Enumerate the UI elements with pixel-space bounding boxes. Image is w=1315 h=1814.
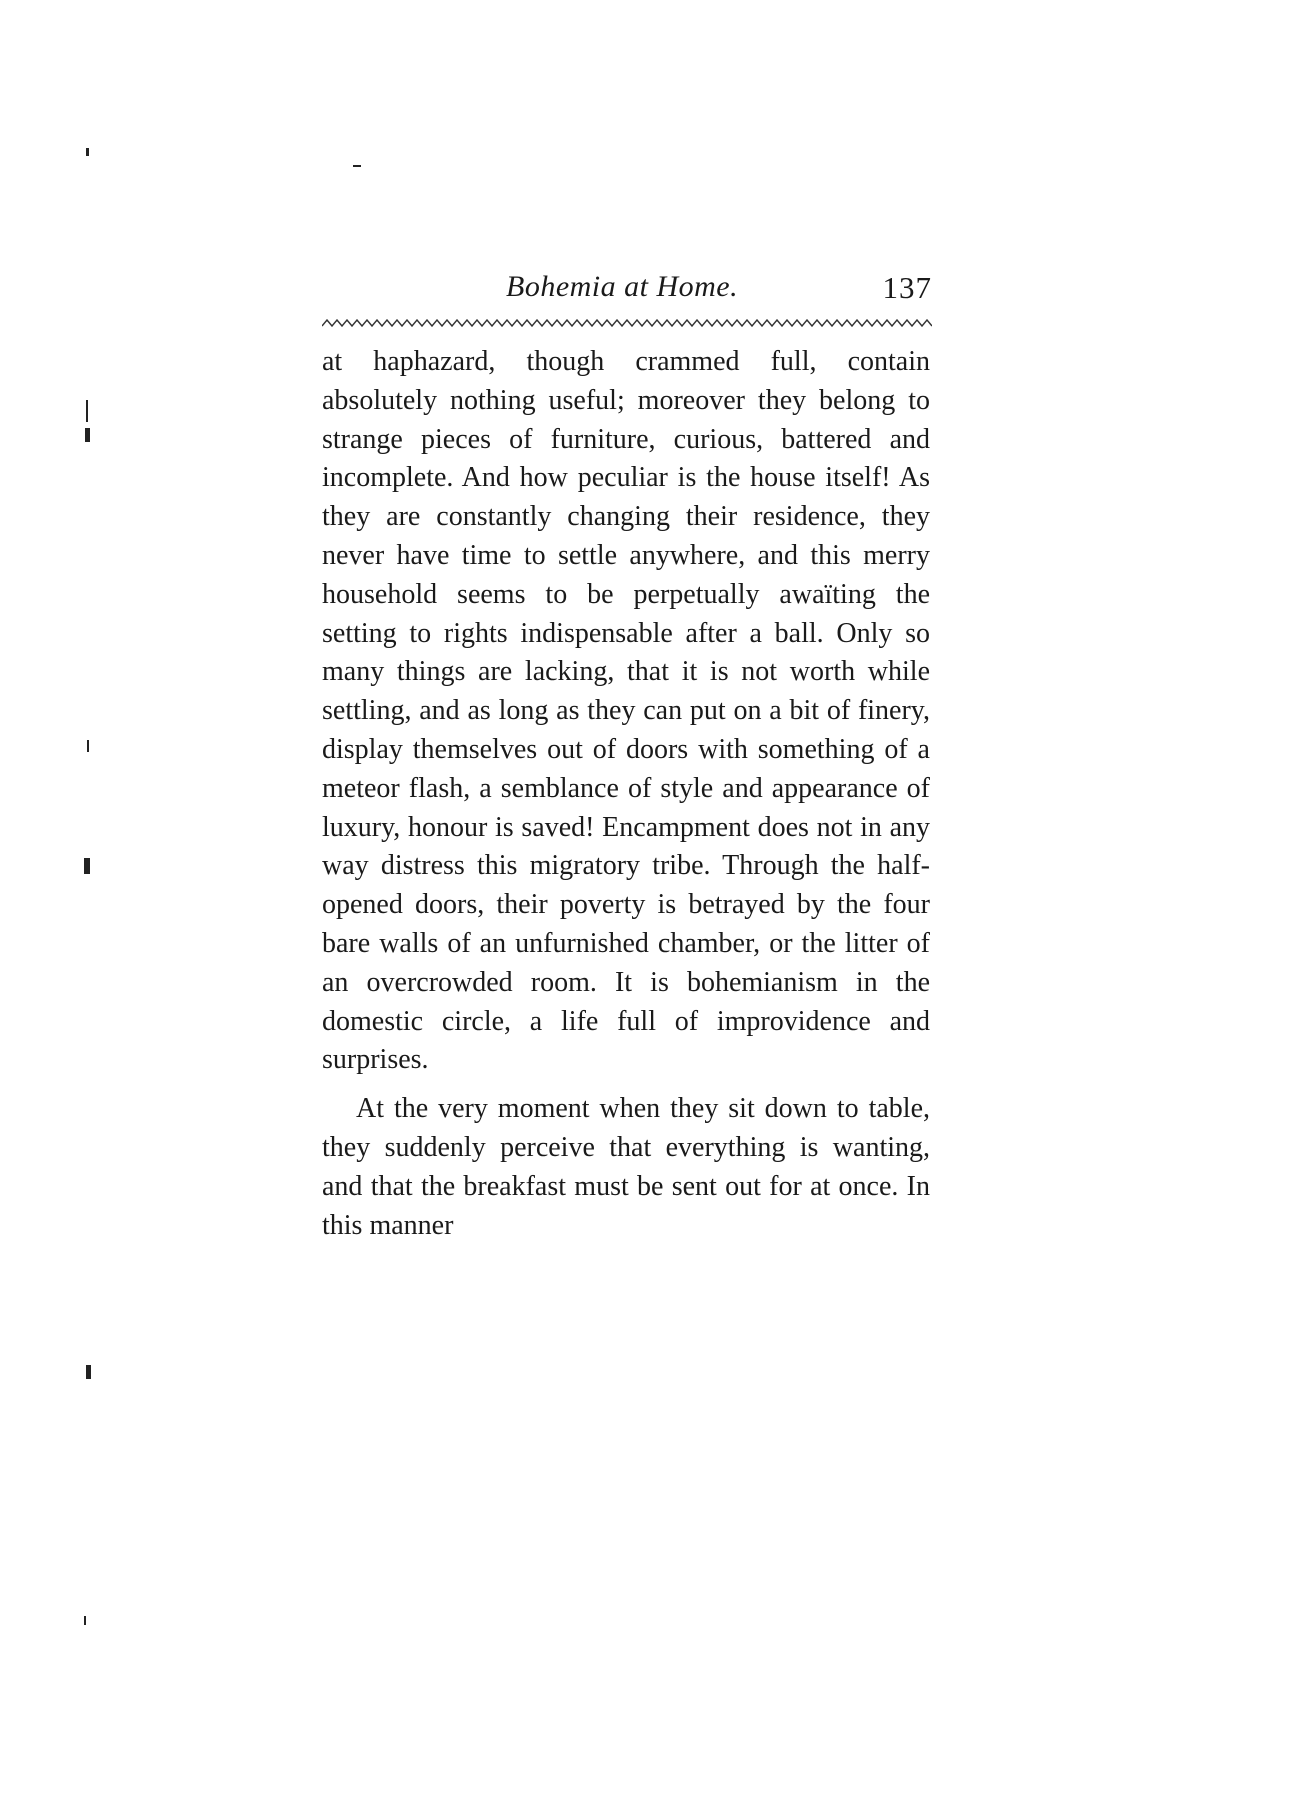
page-header	[322, 270, 932, 314]
paragraph: At the very moment when they sit down to table, they suddenly perceive that everything is wanting, and that the breakfast must be sent out for at once. In this manner	[322, 1093, 930, 1241]
scan-speck	[84, 858, 90, 874]
scan-speck	[87, 740, 89, 752]
scan-speck	[85, 428, 90, 442]
running-title: Bohemia at Home.	[506, 270, 739, 303]
scan-speck	[353, 165, 361, 167]
scan-speck	[86, 148, 89, 156]
paragraph: at haphazard, though crammed full, contain absolutely nothing useful; moreover they belong to strange pieces of furniture, curious, battered and incomplete. And how peculiar is the house itself! As they are constantly changing their residence, they never have time to settle anywhere, and this merry household seems to be perpetually awaïting the setting to rights indispensable after a ball. Only so many things are lacking, that it is not worth while settling, and as long as they can put on a bit of finery, display themselves out of doors with something of a meteor flash, a semblance of style and appearance of luxury, honour is saved! Encampment does not in any way distress this migratory tribe. Through the half-opened doors, their poverty is betrayed by the four bare walls of an unfurnished chamber, or the litter of an overcrowded room. It is bohemianism in the domestic circle, a life full of improvidence and surprises.	[322, 346, 930, 1076]
scan-speck	[84, 1616, 86, 1625]
scan-speck	[86, 1365, 91, 1379]
page-number: 137	[882, 270, 932, 305]
scan-speck	[86, 400, 88, 422]
body-text	[322, 343, 930, 1245]
ornamental-rule	[322, 317, 932, 329]
